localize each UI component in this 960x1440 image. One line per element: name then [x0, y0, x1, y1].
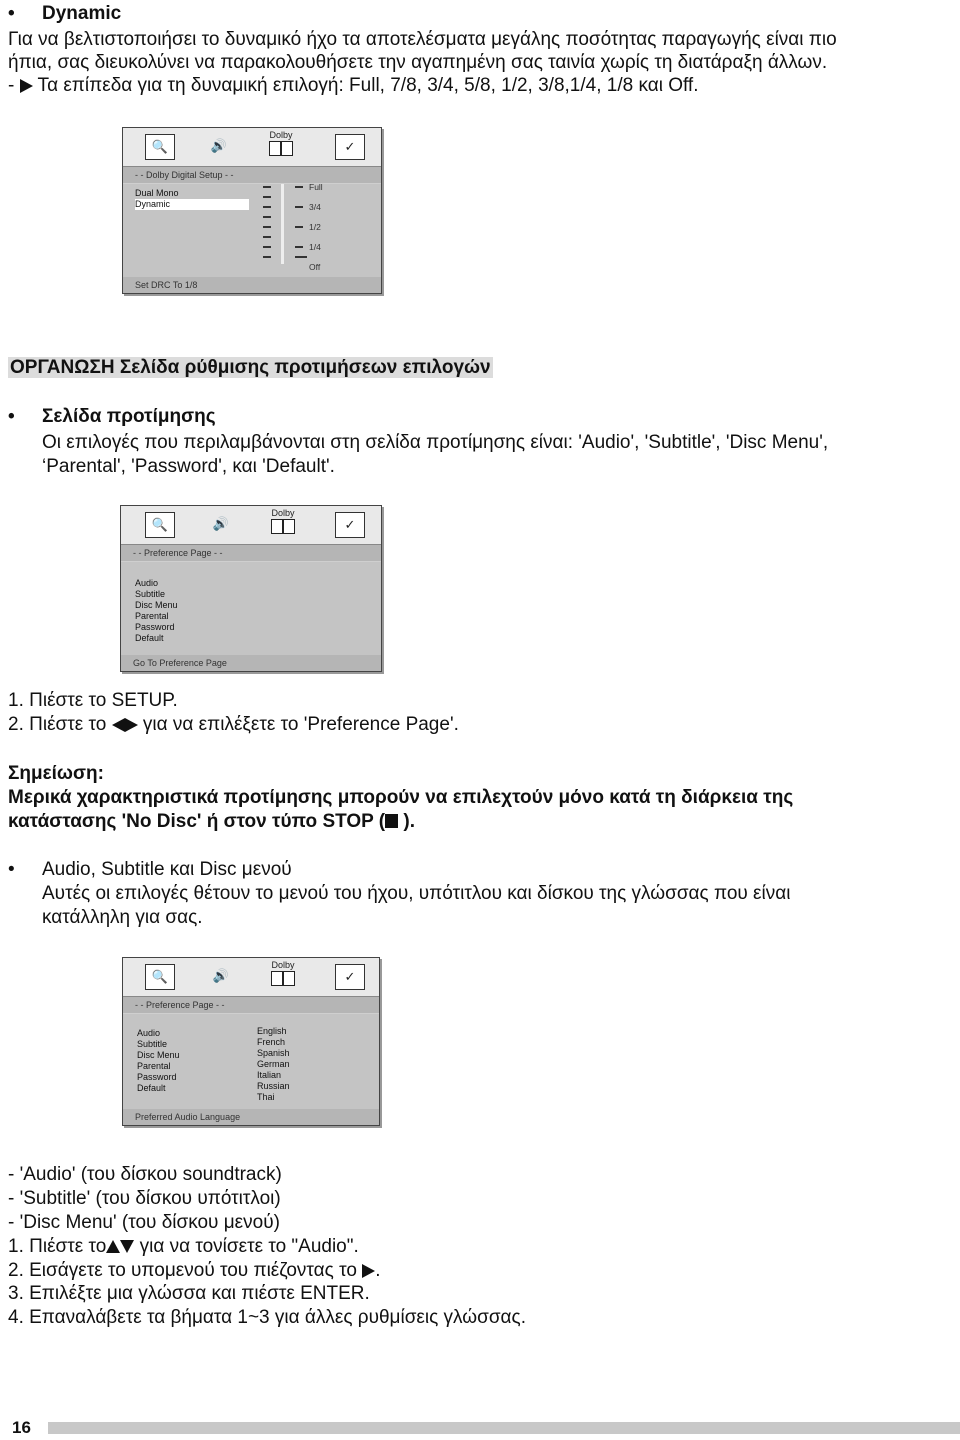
speaker-icon: 🔊: [210, 138, 228, 153]
lang-option-french: French: [257, 1037, 286, 1047]
levels-line: [8, 74, 698, 97]
list-item: - 'Audio' (του δίσκου soundtrack): [8, 1164, 282, 1185]
right-arrow-icon: [125, 718, 138, 732]
menu-item-parental: Parental: [137, 1061, 171, 1071]
dolby-label: Dolby: [271, 508, 295, 518]
lang-option-spanish: Spanish: [257, 1048, 290, 1058]
osd-title-bar: - - Preference Page - -: [121, 545, 381, 561]
osd-footer: Set DRC To 1/8: [123, 277, 381, 293]
right-arrow-icon: [362, 1264, 375, 1278]
lang-option-german: German: [257, 1059, 290, 1069]
section-title-dynamic: Dynamic: [42, 3, 122, 24]
lang-option-russian: Russian: [257, 1081, 290, 1091]
up-arrow-icon: [106, 1240, 120, 1253]
menu-item-audio: Audio: [135, 578, 159, 588]
bullet: •: [8, 3, 15, 24]
lang-option-italian: Italian: [257, 1070, 282, 1080]
footer-bar: [48, 1422, 960, 1434]
menu-item-disc-menu: Disc Menu: [137, 1050, 180, 1060]
dolby-label: Dolby: [271, 960, 295, 970]
osd-footer: Go To Preference Page: [121, 655, 381, 671]
speaker-icon: 🔊: [212, 968, 230, 983]
stop-icon: [385, 814, 398, 828]
left-arrow-icon: [112, 718, 125, 732]
menu-item-password: Password: [137, 1072, 177, 1082]
osd-toolbar: [123, 958, 379, 997]
osd-toolbar: [123, 128, 381, 167]
osd-dolby-setup-screenshot: [122, 127, 382, 294]
scale-full: Full: [309, 182, 323, 192]
osd-body: [121, 562, 381, 655]
menu-item-audio: Audio: [137, 1028, 161, 1038]
play-arrow-icon: [20, 79, 33, 93]
osd-body: [123, 184, 381, 277]
step-1-start: 1. Πιέστε το: [8, 1236, 107, 1257]
menu-item-dual-mono: Dual Mono: [135, 188, 179, 198]
step-1: 1. Πιέστε το SETUP.: [8, 690, 178, 711]
preference-icon: ✓: [335, 512, 365, 538]
levels-text: Τα επίπεδα για τη δυναμική επιλογή: Full, 7/8, 3/4, 5/8, 1/2, 3/8,1/4, 1/8 και Off.: [37, 75, 699, 96]
scale-1-2: 1/2: [309, 222, 321, 232]
section-title-preference: Σελίδα προτίμησης: [42, 406, 216, 427]
step-2-end: για να επιλέξετε το 'Preference Page'.: [142, 714, 459, 735]
osd-toolbar: [121, 506, 381, 545]
preference-icon: ✓: [335, 964, 365, 990]
step-1: [8, 1235, 359, 1258]
heading-text: ΟΡΓΑΝΩΣΗ Σελίδα ρύθμισης προτιμήσεων επιλογών: [10, 357, 491, 378]
magnifier-icon: 🔍: [145, 512, 175, 538]
bullet: •: [8, 406, 15, 427]
paragraph-line: Οι επιλογές που περιλαμβάνονται στη σελίδα προτίμησης είναι: 'Audio', 'Subtitle', 'Disc Menu',: [42, 432, 829, 453]
paragraph-line: ‘Parental', 'Password', και 'Default'.: [42, 456, 335, 477]
note-line-start: κατάστασης 'No Disc' ή στον τύπο STOP (: [8, 811, 386, 832]
menu-item-subtitle: Subtitle: [137, 1039, 168, 1049]
page-number: 16: [12, 1418, 31, 1437]
menu-item-default: Default: [135, 633, 164, 643]
step-2: [8, 713, 459, 736]
dolby-icon: [271, 960, 295, 986]
osd-title-bar: - - Preference Page - -: [123, 997, 379, 1013]
speaker-icon: 🔊: [212, 516, 230, 531]
step-2-end: .: [375, 1260, 381, 1281]
dolby-label: Dolby: [269, 130, 293, 140]
osd-language-screenshot: [122, 957, 380, 1126]
scale-1-4: 1/4: [309, 242, 321, 252]
menu-item-password: Password: [135, 622, 175, 632]
step-1-end: για να τονίσετε το "Audio".: [139, 1236, 359, 1257]
dash: -: [8, 75, 15, 96]
paragraph-line: Αυτές οι επιλογές θέτουν το μενού του ήχου, υπότιτλου και δίσκου της γλώσσας που είναι: [42, 883, 791, 904]
scale-3-4: 3/4: [309, 202, 321, 212]
list-item: - 'Disc Menu' (του δίσκου μενού): [8, 1212, 280, 1233]
list-item: - 'Subtitle' (του δίσκου υπότιτλοι): [8, 1188, 281, 1209]
scale-off: Off: [309, 262, 321, 272]
bullet: •: [8, 859, 15, 880]
lang-option-english: English: [257, 1026, 287, 1036]
osd-title-bar: - - Dolby Digital Setup - -: [123, 167, 381, 183]
dolby-icon: [269, 130, 293, 156]
section-title-audio-subtitle: Audio, Subtitle και Disc μενού: [42, 859, 292, 880]
osd-body: [123, 1014, 379, 1109]
magnifier-icon: 🔍: [145, 134, 175, 160]
note-line: [8, 810, 415, 833]
step-2: [8, 1259, 380, 1282]
paragraph-line: ήπια, σας διευκολύνει να παρακολουθήσετε την αγαπημένη σας ταινία χωρίς τη διατάραξη άλλων.: [8, 52, 828, 73]
menu-item-dynamic: Dynamic: [135, 199, 249, 210]
menu-item-parental: Parental: [135, 611, 169, 621]
down-arrow-icon: [120, 1240, 134, 1253]
menu-item-disc-menu: Disc Menu: [135, 600, 178, 610]
note-line: Μερικά χαρακτηριστικά προτίμησης μπορούν να επιλεχτούν μόνο κατά τη διάρκεια της: [8, 787, 794, 808]
step-3: 3. Επιλέξτε μια γλώσσα και πιέστε ENTER.: [8, 1283, 370, 1304]
section-heading: [8, 356, 493, 379]
step-2-start: 2. Πιέστε το: [8, 714, 107, 735]
dolby-icon: [271, 508, 295, 534]
menu-item-subtitle: Subtitle: [135, 589, 166, 599]
step-2-start: 2. Εισάγετε το υπομενού του πιέζοντας το: [8, 1260, 357, 1281]
preference-icon: ✓: [335, 134, 365, 160]
note-line-end: ).: [403, 811, 415, 832]
step-4: 4. Επαναλάβετε τα βήματα 1~3 για άλλες ρυθμίσεις γλώσσας.: [8, 1307, 526, 1328]
magnifier-icon: 🔍: [145, 964, 175, 990]
note-title: Σημείωση:: [8, 763, 104, 784]
paragraph-line: Για να βελτιστοποιήσει το δυναμικό ήχο τα αποτελέσματα μεγάλης ποσότητας παραγωγής είναι πιο: [8, 29, 837, 50]
osd-footer: Preferred Audio Language: [123, 1109, 379, 1125]
menu-item-default: Default: [137, 1083, 166, 1093]
paragraph-line: κατάλληλη για σας.: [42, 907, 203, 928]
lang-option-thai: Thai: [257, 1092, 275, 1102]
osd-preference-page-screenshot: [120, 505, 382, 672]
